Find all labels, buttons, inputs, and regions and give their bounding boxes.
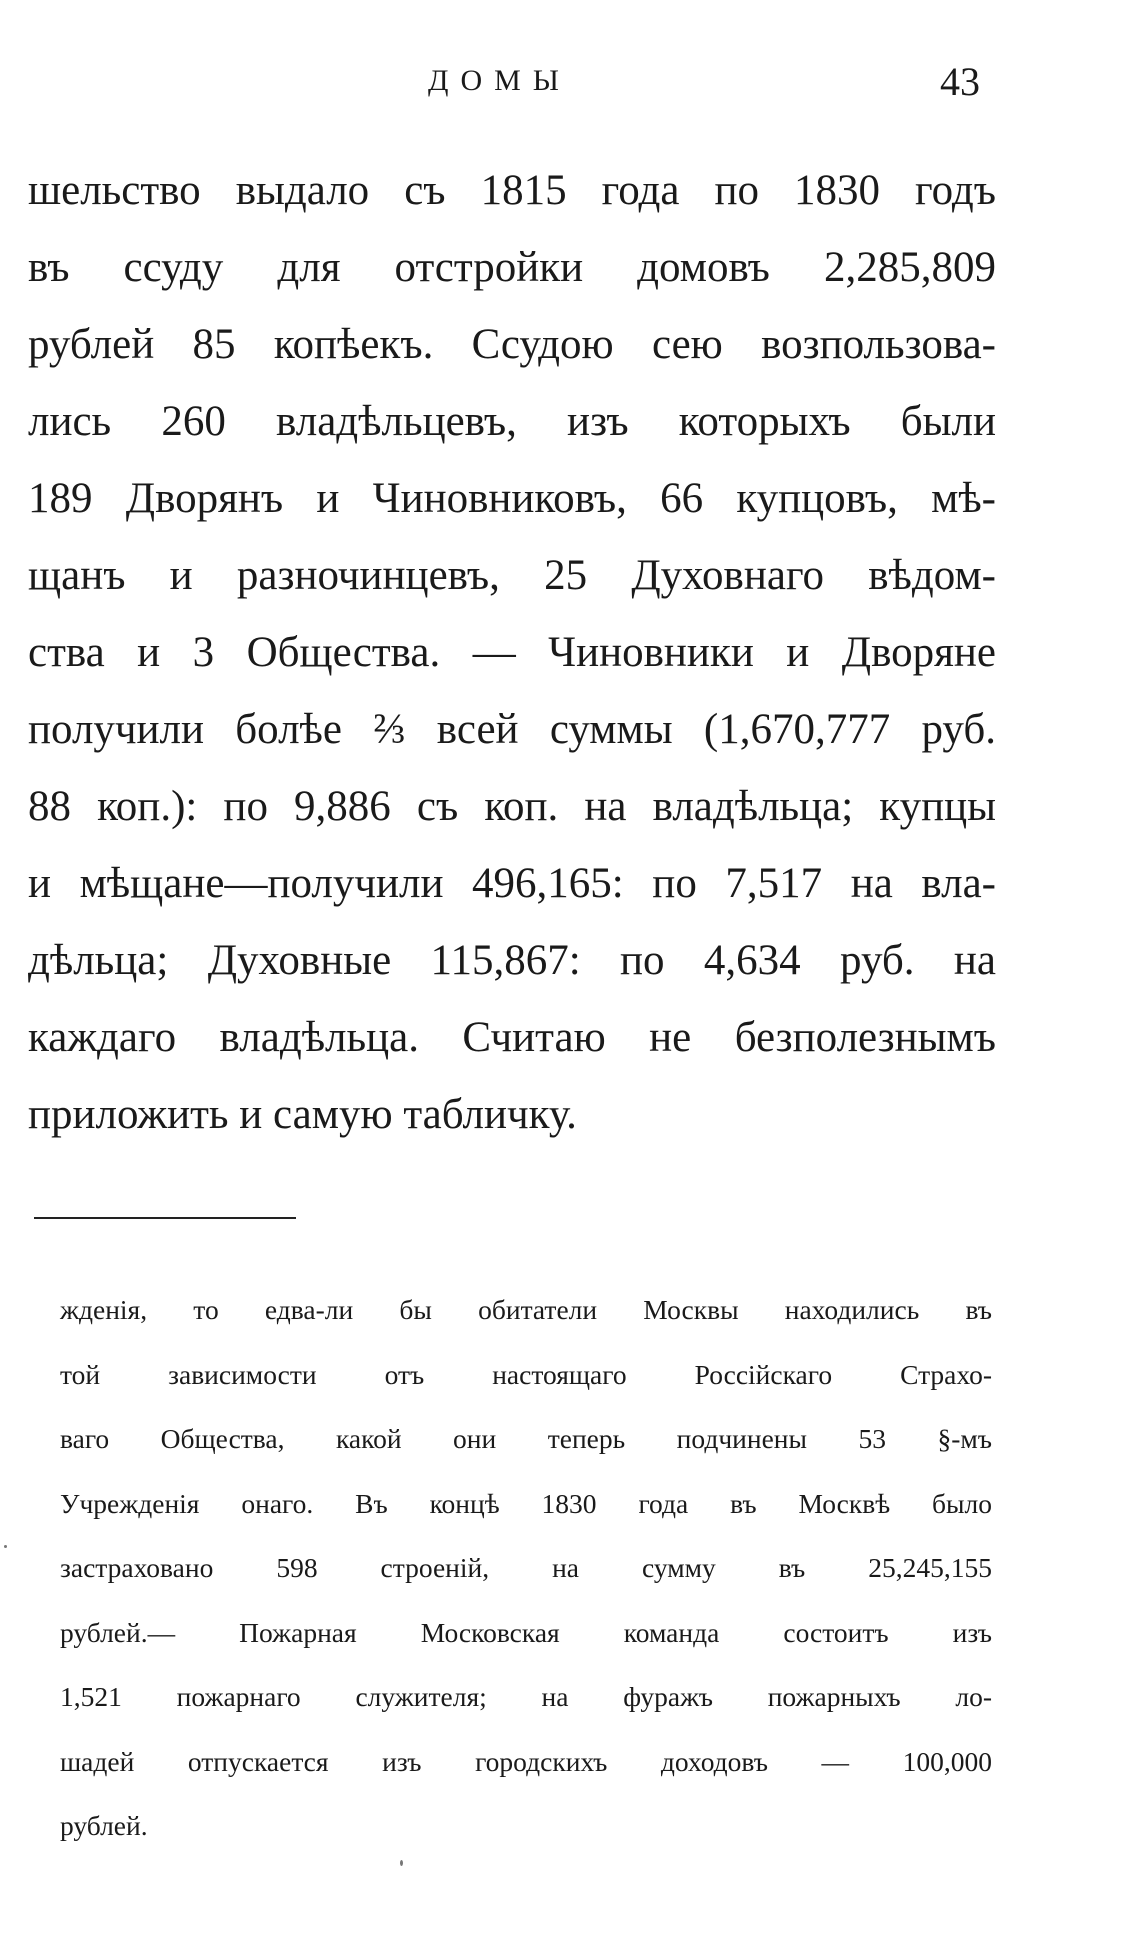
text-line: дѣльца; Духовные 115,867: по 4,634 руб. на (28, 937, 996, 984)
text-line: 88 коп.): по 9,886 съ коп. на владѣльца; купцы (28, 783, 996, 830)
footnote-line: 1,521 пожарнаго служителя; на фуражъ пожарныхъ ло- (60, 1681, 992, 1712)
text-line: лись 260 владѣльцевъ, изъ которыхъ были (28, 398, 996, 445)
text-line: приложить и самую табличку. (28, 1091, 577, 1138)
text-line: получили болѣе ⅔ всей суммы (1,670,777 руб. (28, 706, 996, 753)
text-line: рублей 85 копѣекъ. Ссудою сею возпользова- (28, 321, 996, 368)
text-line: щанъ и разночинцевъ, 25 Духовнаго вѣдом- (28, 552, 996, 599)
running-title: ДОМЫ (428, 64, 571, 97)
footnote-line: жденія, то едва-ли бы обитатели Москвы находились въ (60, 1294, 992, 1325)
footnote-line: ваго Общества, какой они теперь подчинены 53 §-мъ (60, 1423, 992, 1454)
footnote-separator (34, 1217, 296, 1219)
paper-speck (400, 1860, 403, 1866)
main-text (28, 152, 996, 1153)
text-line: 189 Дворянъ и Чиновниковъ, 66 купцовъ, мѣ- (28, 475, 996, 522)
footnote-line: Учрежденія онаго. Въ концѣ 1830 года въ Москвѣ было (60, 1487, 992, 1519)
footnote-line: застраховано 598 строеній, на сумму въ 25,245,155 (60, 1552, 992, 1583)
footnote (60, 1278, 992, 1859)
text-line: шельство выдало съ 1815 года по 1830 годъ (28, 167, 996, 214)
footnote-line: рублей.— Пожарная Московская команда состоитъ изъ (60, 1616, 992, 1648)
text-line: ства и 3 Общества. — Чиновники и Дворяне (28, 629, 996, 676)
footnote-line: той зависимости отъ настоящаго Россійскаго Страхо- (60, 1358, 992, 1390)
text-line: каждаго владѣльца. Считаю не безполезнымъ (28, 1014, 996, 1061)
text-line: и мѣщане—получили 496,165: по 7,517 на вла- (28, 860, 996, 907)
running-head (0, 58, 1140, 118)
footnote-line: шадей отпускается изъ городскихъ доходовъ — 100,000 (60, 1745, 992, 1777)
footnote-line: рублей. (60, 1810, 148, 1841)
text-line: въ ссуду для отстройки домовъ 2,285,809 (28, 244, 996, 291)
paper-speck (4, 1545, 7, 1548)
page-number: 43 (940, 59, 980, 104)
